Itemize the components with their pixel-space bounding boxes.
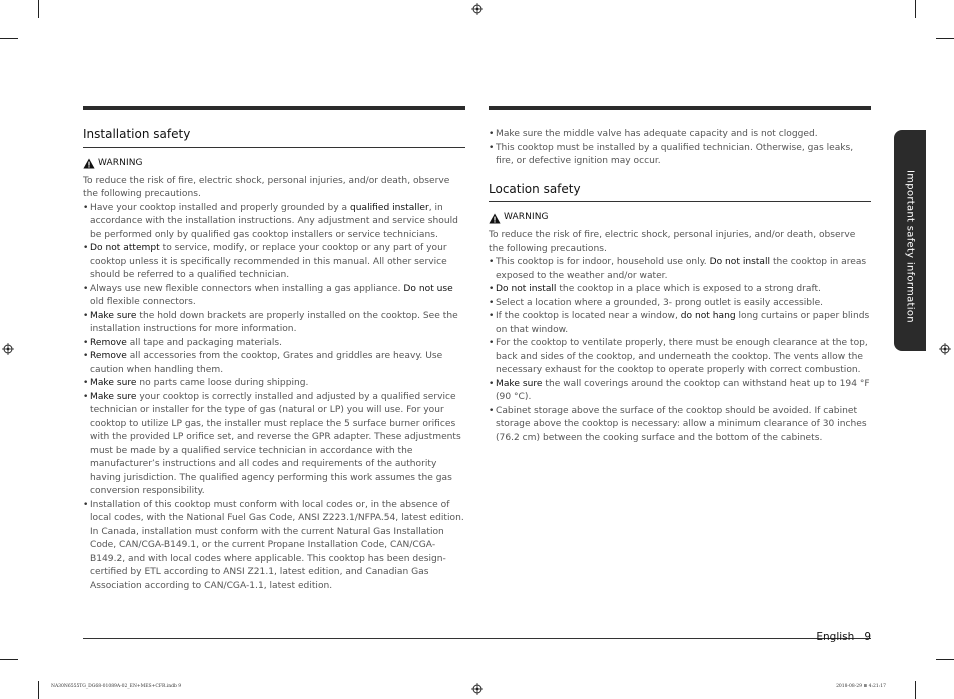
list-item-text: the hold down brackets are properly installed on the cooktop. See the installation instructions for more information.	[90, 310, 458, 334]
list-item-text: all accessories from the cooktop, Grates and griddles are heavy. Use caution when handling them.	[90, 351, 443, 375]
registration-mark-icon	[471, 3, 483, 15]
list-item-text: This cooktop is for indoor, household use only.	[496, 257, 710, 267]
list-item-text: the cooktop in areas exposed to the weather and/or water.	[496, 257, 867, 281]
list-item-emphasis: Remove	[90, 351, 127, 361]
warning-heading	[83, 158, 465, 170]
warning-triangle-icon	[489, 213, 501, 224]
list-item-text: , in accordance with the installation instructions. Any adjustment and service should be performed only by qualified gas cooktop installers or service technicians.	[90, 202, 458, 240]
footer-rule	[83, 638, 871, 639]
list-item-text: If the cooktop is located near a window,	[496, 311, 681, 321]
warning-heading	[489, 212, 871, 224]
list-item-text: Have your cooktop installed and properly grounded by a	[90, 202, 350, 213]
list-item	[83, 310, 465, 337]
list-item	[83, 337, 465, 351]
print-file-info: NA30N6555TG_DG68-01089A-02_EN+MES+CFR.indb 9	[51, 684, 182, 689]
warning-label: WARNING	[98, 157, 143, 168]
list-item-emphasis: do not hang	[680, 311, 736, 321]
list-item-text: no parts came loose during shipping.	[136, 378, 309, 388]
crop-mark	[38, 0, 39, 18]
list-item-text: all tape and packaging materials.	[126, 337, 283, 348]
section-title: Installation safety	[83, 127, 191, 141]
right-column-top-bar	[489, 106, 871, 110]
list-item	[489, 378, 871, 405]
list-item-emphasis: Remove	[90, 337, 127, 348]
list-item-emphasis: Do not use	[403, 283, 453, 294]
crop-mark	[936, 38, 954, 39]
list-item-text: For the cooktop to ventilate properly, there must be enough clearance at the top, back and sides of the cooktop, and underneath the cooktop. The vents allow the necessary exhaust for the cooktop to operate properly with correct combustion.	[496, 338, 868, 375]
list-item	[83, 242, 465, 283]
list-item	[83, 377, 465, 391]
list-item-emphasis: Do not install	[496, 284, 557, 294]
page-footer	[800, 631, 871, 643]
precaution-list	[83, 202, 465, 594]
list-item-text: Make sure the middle valve has adequate capacity and is not clogged.	[496, 129, 818, 139]
registration-mark-icon	[2, 343, 14, 355]
precaution-list	[489, 128, 871, 169]
crop-mark	[915, 681, 916, 699]
registration-mark-icon	[939, 343, 951, 355]
list-item	[489, 256, 871, 283]
intro-text: To reduce the risk of fire, electric shock, personal injuries, and/or death, observe the following precautions.	[489, 230, 856, 254]
list-item-text: your cooktop is correctly installed and adjusted by a qualified service technician or installer for the type of gas (natural or LP) you will use. For your cooktop to utilize LP gas, the installer must replace the 5 surface burner orifices with the provided LP orifice set, and reverse the GPR adapter. These adjustments must be made by a qualified service technician in accordance with the manufacturer’s instructions and all codes and requirements of the authority having jurisdiction. The qualified agency performing this work assumes the gas conversion responsibility.	[90, 391, 461, 496]
crop-mark	[0, 659, 18, 660]
list-item-text: to service, modify, or replace your cooktop or any part of your cooktop unless it is specifically recommended in this manual. All other service should be referred to a qualified technician.	[90, 243, 447, 280]
list-item	[489, 405, 871, 446]
list-item	[489, 337, 871, 378]
list-item-text: Always use new flexible connectors when installing a gas appliance.	[90, 283, 404, 294]
warning-label: WARNING	[504, 212, 549, 223]
right-column	[489, 128, 871, 445]
list-item	[83, 499, 465, 594]
list-item-emphasis: Do not install	[709, 257, 771, 267]
section-rule	[83, 147, 465, 148]
intro-text: To reduce the risk of fire, electric shock, personal injuries, and/or death, observe the following precautions.	[83, 175, 450, 199]
list-item-text: old flexible connectors.	[90, 297, 196, 307]
print-timestamp: 2018-08-29 ⊞ 4:21:17	[836, 684, 886, 689]
installation-safety-section	[83, 128, 465, 593]
list-item-emphasis: Make sure	[496, 378, 543, 389]
list-item-emphasis: qualified installer	[350, 202, 429, 213]
crop-mark	[936, 659, 954, 660]
list-item-emphasis: Make sure	[90, 391, 137, 402]
list-item-text: Select a location where a grounded, 3- prong outlet is easily accessible.	[496, 297, 824, 308]
list-item	[83, 391, 465, 499]
list-item-emphasis: Make sure	[90, 378, 137, 388]
list-item	[489, 310, 871, 337]
chapter-side-tab	[894, 130, 926, 351]
crop-mark	[915, 0, 916, 18]
precaution-list	[489, 256, 871, 445]
list-item	[489, 128, 871, 142]
list-item-text: long curtains or paper blinds on that window.	[496, 311, 870, 335]
crop-mark	[0, 38, 18, 39]
left-column-top-bar	[83, 106, 465, 110]
list-item	[489, 297, 871, 311]
section-title: Location safety	[489, 181, 581, 196]
footer-language: English	[816, 631, 855, 643]
list-item	[489, 283, 871, 297]
list-item	[83, 283, 465, 310]
section-rule	[489, 201, 871, 202]
list-item-emphasis: Make sure	[90, 310, 137, 321]
registration-mark-icon	[471, 683, 483, 695]
page-number: 9	[864, 631, 871, 643]
list-item-text: This cooktop must be installed by a qualified technician. Otherwise, gas leaks, fire, or defective ignition may occur.	[496, 142, 854, 166]
list-item	[83, 202, 465, 243]
list-item-text: Cabinet storage above the surface of the cooktop should be avoided. If cabinet storage above the cooktop is necessary: allow a minimum clearance of 30 inches (76.2 cm) between the cooking surface and the bottom of the cabinets.	[496, 405, 867, 443]
list-item	[83, 350, 465, 377]
crop-mark	[38, 681, 39, 699]
warning-triangle-icon	[83, 158, 95, 169]
list-item	[489, 142, 871, 169]
list-item-text: the wall coverings around the cooktop can withstand heat up to 194 °F (90 °C).	[496, 378, 870, 402]
list-item-text: the cooktop in a place which is exposed to a strong draft.	[556, 284, 821, 294]
chapter-tab-label: Important safety information	[904, 170, 916, 323]
list-item-text: Installation of this cooktop must conform with local codes or, in the absence of local codes, with the National Fuel Gas Code, ANSI Z223.1/NFPA.54, latest edition. In Canada, installation must conform with the current Natural Gas Installation Code, CAN/CGA-B149.1, or the current Propane Installation Code, CAN/CGA-B149.2, and with local codes where applicable. This cooktop has been design-certified by ETL according to ANSI Z21.1, latest edition, and Canadian Gas Association according to CAN/CGA-1.1, latest edition.	[90, 499, 464, 591]
list-item-emphasis: Do not attempt	[90, 243, 160, 253]
